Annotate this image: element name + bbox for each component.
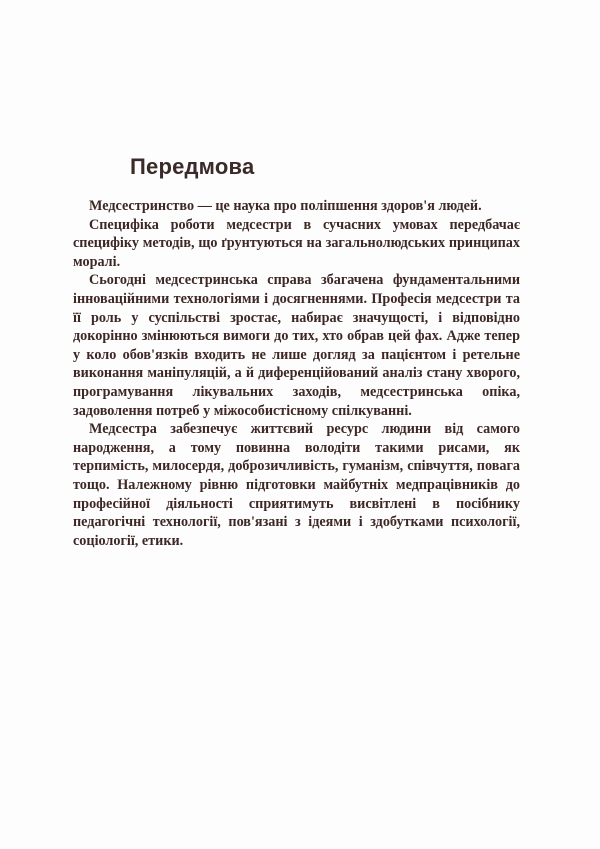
paragraph-specifics: Специфіка роботи медсестри в сучасних умовах передбачає специфіку методів, що ґрунтуються на загальнолюдських принципах моралі.: [73, 216, 520, 270]
paragraph-intro: Медсестринство — це наука про поліпшення здоров'я людей.: [89, 198, 482, 214]
page-title: Передмова: [130, 154, 255, 179]
paragraph-today: Сьогодні медсестринська справа збагачена фундаментальними інноваційними технологіями і досягненнями. Професія медсестри та її роль у суспільстві зростає, набирає значущості, і відповідно докорінно змінюються вимоги до тих, хто обрав цей фах. Адже тепер у коло обов'язків входить не лише догляд за пацієнтом і ретельне виконання маніпуляцій, а й диференційований аналіз стану хворого, програмування лікувальних заходів, медсестринська опіка, задоволення потреб у міжособистісному спілкуванні.: [73, 272, 520, 419]
document-body: [73, 197, 520, 550]
paragraph-resource: Медсестра забезпечує життєвий ресурс людини від самого народження, а тому повинна володіти такими рисами, як терпимість, милосердя, доброзичливість, гуманізм, співчуття, повага тощо. Належному рівню підготовки майбутніх медпрацівників до професійної діяльності сприятимуть висвітлені в посібнику педагогічні технології, пов'язані з ідеями і здобутками психології, соціології, етики.: [73, 421, 520, 549]
